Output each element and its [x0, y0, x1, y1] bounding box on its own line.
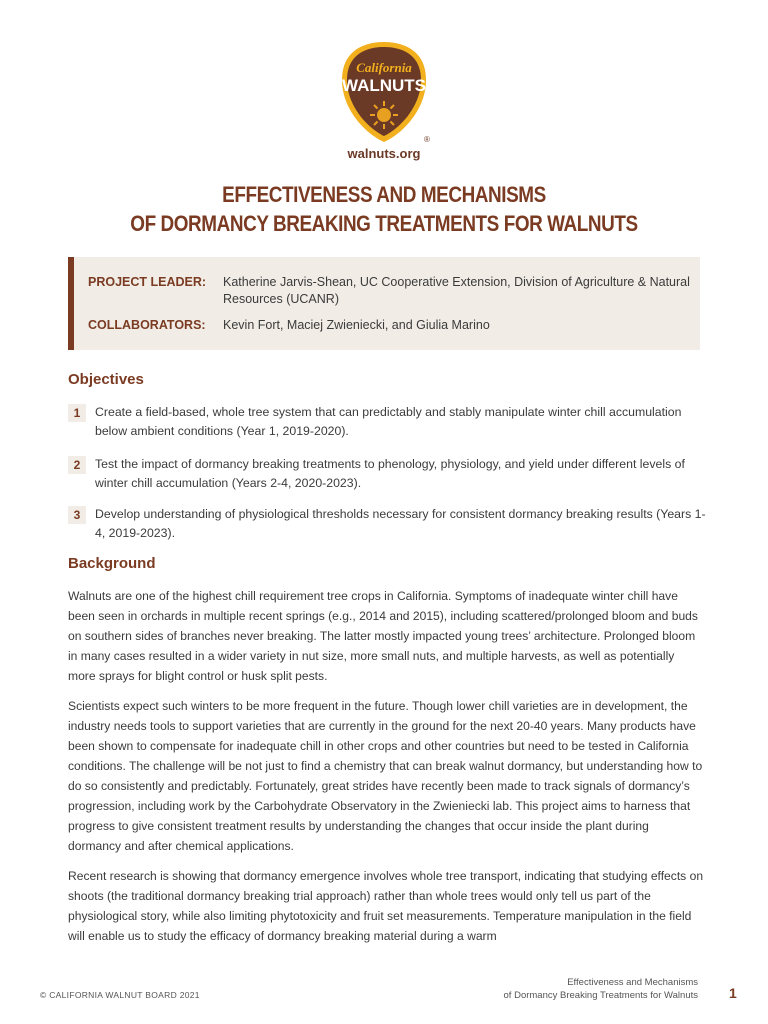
- running-title-line-2: of Dormancy Breaking Treatments for Walnuts: [503, 990, 698, 1001]
- objectives-heading: Objectives: [68, 371, 144, 388]
- footer-running-title: [504, 976, 698, 1002]
- collaborators-label: COLLABORATORS:: [88, 318, 206, 332]
- background-paragraph-1: Walnuts are one of the highest chill requirement tree crops in California. Symptoms of inadequate winter chill have been seen in orchards in multiple recent springs (e.g., 2014 and 2015), including scattered/prolonged bloom and buds on southern sides of branches never breaking. The latter mostly impacted young trees’ architecture. Prolonged bloom in many cases resulted in a wider variety in nut size, more small nuts, and multiple harvests, as well as potentially more sprays for blight control or husk split pests.: [68, 589, 698, 683]
- document-title: [54, 180, 714, 238]
- logo: [0, 38, 768, 148]
- project-leader-value: Katherine Jarvis-Shean, UC Cooperative Extension, Division of Agriculture & Natural Resources (UCANR): [223, 275, 690, 306]
- logo-line1: California: [356, 60, 412, 75]
- background-paragraph-2: Scientists expect such winters to be more frequent in the future. Though lower chill varieties are in development, the industry needs tools to support varieties that are currently in the ground for the next 20-40 years. Many products have been shown to compensate for inadequate chill in other crops and other countries but need to be tested in California conditions. The challenge will be not just to find a chemistry that can break walnut dormancy, but understanding how to do so consistently and predictably. Fortunately, great strides have recently been made to track signals of dormancy’s progression, including work by the Carbohydrate Observatory in the Zwieniecki lab. This project aims to harness that progress to give consistent treatment results by understanding the changes that occur inside the plant during dormancy and after chemical applications.: [68, 699, 703, 853]
- title-line-1: EFFECTIVENESS AND MECHANISMS: [222, 182, 546, 207]
- california-walnuts-logo: [336, 38, 432, 148]
- title-line-2: OF DORMANCY BREAKING TREATMENTS FOR WALNUTS: [130, 211, 638, 236]
- objective-text: Test the impact of dormancy breaking treatments to phenology, physiology, and yield under different levels of winter chill accumulation (Years 2-4, 2020-2023).: [95, 457, 685, 490]
- footer-copyright: © CALIFORNIA WALNUT BOARD 2021: [40, 990, 200, 1000]
- sun-icon: [370, 101, 398, 129]
- objective-number: 1: [68, 404, 86, 422]
- objective-number: 2: [68, 456, 86, 474]
- running-title-line-1: Effectiveness and Mechanisms: [567, 977, 698, 988]
- objective-text: Create a field-based, whole tree system that can predictably and stably manipulate winter chill accumulation below ambient conditions (Year 1, 2019-2020).: [95, 405, 682, 438]
- collaborators-value: Kevin Fort, Maciej Zwieniecki, and Giulia Marino: [223, 318, 490, 332]
- logo-line2: WALNUTS: [341, 76, 427, 95]
- project-leader-label: PROJECT LEADER:: [88, 275, 207, 289]
- objective-number: 3: [68, 506, 86, 524]
- objective-text: Develop understanding of physiological thresholds necessary for consistent dormancy breaking results (Years 1-4, 2019-2023).: [95, 507, 706, 540]
- background-heading: Background: [68, 555, 156, 572]
- page-number: 1: [729, 985, 737, 1001]
- registered-mark: ®: [424, 135, 430, 144]
- background-paragraph-3: Recent research is showing that dormancy emergence involves whole tree transport, indicating that studying effects on shoots (the traditional dormancy breaking trial approach) rather than whole trees would only tell us part of the physiological story, while also limiting phytotoxicity and fruit set measurements. Temperature manipulation in the field will enable us to study the efficacy of dormancy breaking material during a warm: [68, 869, 704, 943]
- site-url[interactable]: walnuts.org: [347, 146, 421, 161]
- project-info-box: [68, 257, 700, 350]
